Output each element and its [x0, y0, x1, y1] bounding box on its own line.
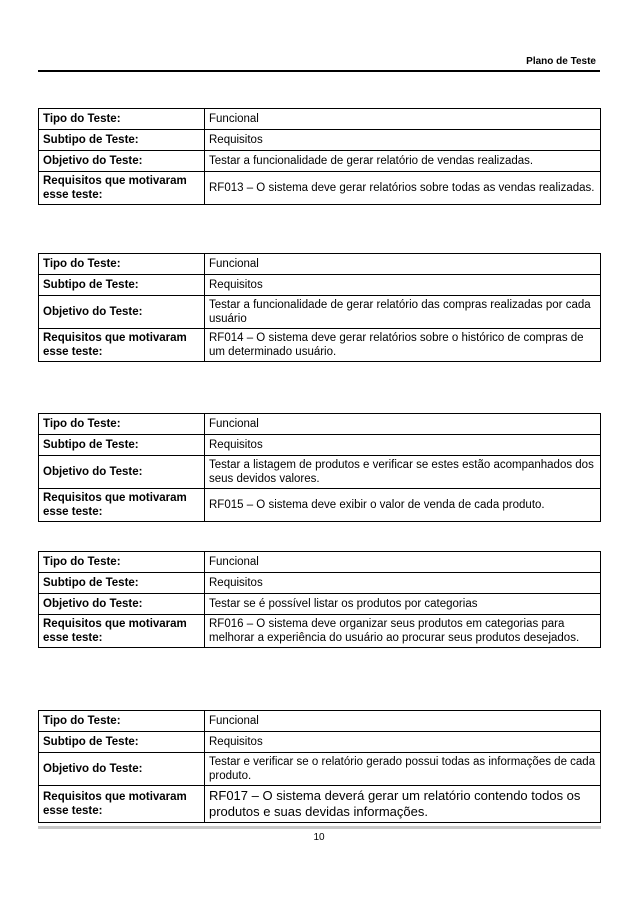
table-row — [39, 573, 601, 594]
footer-divider — [38, 826, 601, 829]
label-requisitos: Requisitos que motivaram esse teste: — [39, 615, 205, 648]
table-row — [39, 753, 601, 786]
value-objetivo: Testar e verificar se o relatório gerado possui todas as informações de cada produto. — [205, 753, 601, 786]
label-requisitos: Requisitos que motivaram esse teste: — [39, 172, 205, 205]
value-subtipo: Requisitos — [205, 573, 601, 594]
value-subtipo: Requisitos — [205, 732, 601, 753]
value-objetivo: Testar se é possível listar os produtos por categorias — [205, 594, 601, 615]
page-header — [38, 52, 600, 72]
label-subtipo: Subtipo de Teste: — [39, 573, 205, 594]
value-tipo: Funcional — [205, 254, 601, 275]
label-requisitos: Requisitos que motivaram esse teste: — [39, 489, 205, 522]
test-table-4 — [38, 551, 601, 648]
value-requisitos: RF015 – O sistema deve exibir o valor de venda de cada produto. — [205, 489, 601, 522]
table-row — [39, 435, 601, 456]
value-objetivo: Testar a funcionalidade de gerar relatório das compras realizadas por cada usuário — [205, 296, 601, 329]
label-requisitos: Requisitos que motivaram esse teste: — [39, 329, 205, 362]
table-row — [39, 414, 601, 435]
table-row — [39, 296, 601, 329]
table-row — [39, 151, 601, 172]
label-tipo: Tipo do Teste: — [39, 414, 205, 435]
table-row — [39, 711, 601, 732]
value-tipo: Funcional — [205, 711, 601, 732]
value-subtipo: Requisitos — [205, 130, 601, 151]
table-row — [39, 130, 601, 151]
label-objetivo: Objetivo do Teste: — [39, 456, 205, 489]
test-table-2 — [38, 253, 601, 362]
label-subtipo: Subtipo de Teste: — [39, 732, 205, 753]
label-tipo: Tipo do Teste: — [39, 254, 205, 275]
label-requisitos: Requisitos que motivaram esse teste: — [39, 786, 205, 823]
value-objetivo: Testar a funcionalidade de gerar relatório de vendas realizadas. — [205, 151, 601, 172]
test-table-1 — [38, 108, 601, 205]
header-title: Plano de Teste — [526, 56, 596, 67]
table-row — [39, 594, 601, 615]
table-row — [39, 732, 601, 753]
table-row — [39, 552, 601, 573]
value-tipo: Funcional — [205, 109, 601, 130]
label-subtipo: Subtipo de Teste: — [39, 435, 205, 456]
label-subtipo: Subtipo de Teste: — [39, 130, 205, 151]
page-number: 10 — [313, 832, 325, 843]
value-requisitos: RF014 – O sistema deve gerar relatórios sobre o histórico de compras de um determinado usuário. — [205, 329, 601, 362]
label-objetivo: Objetivo do Teste: — [39, 296, 205, 329]
label-objetivo: Objetivo do Teste: — [39, 151, 205, 172]
label-objetivo: Objetivo do Teste: — [39, 594, 205, 615]
label-subtipo: Subtipo de Teste: — [39, 275, 205, 296]
value-tipo: Funcional — [205, 414, 601, 435]
value-objetivo: Testar a listagem de produtos e verificar se estes estão acompanhados dos seus devidos valores. — [205, 456, 601, 489]
value-requisitos: RF013 – O sistema deve gerar relatórios sobre todas as vendas realizadas. — [205, 172, 601, 205]
table-row — [39, 615, 601, 648]
table-row — [39, 489, 601, 522]
table-row — [39, 109, 601, 130]
table-row — [39, 456, 601, 489]
value-subtipo: Requisitos — [205, 435, 601, 456]
table-row — [39, 172, 601, 205]
value-tipo: Funcional — [205, 552, 601, 573]
table-row — [39, 329, 601, 362]
table-row — [39, 254, 601, 275]
label-objetivo: Objetivo do Teste: — [39, 753, 205, 786]
test-table-3 — [38, 413, 601, 522]
table-row — [39, 786, 601, 823]
value-requisitos: RF017 – O sistema deverá gerar um relatório contendo todos os produtos e suas devidas informações. — [205, 786, 601, 823]
label-tipo: Tipo do Teste: — [39, 109, 205, 130]
test-table-5 — [38, 710, 601, 823]
table-row — [39, 275, 601, 296]
value-requisitos: RF016 – O sistema deve organizar seus produtos em categorias para melhorar a experiência do usuário ao procurar seus produtos desejados. — [205, 615, 601, 648]
label-tipo: Tipo do Teste: — [39, 552, 205, 573]
label-tipo: Tipo do Teste: — [39, 711, 205, 732]
value-subtipo: Requisitos — [205, 275, 601, 296]
